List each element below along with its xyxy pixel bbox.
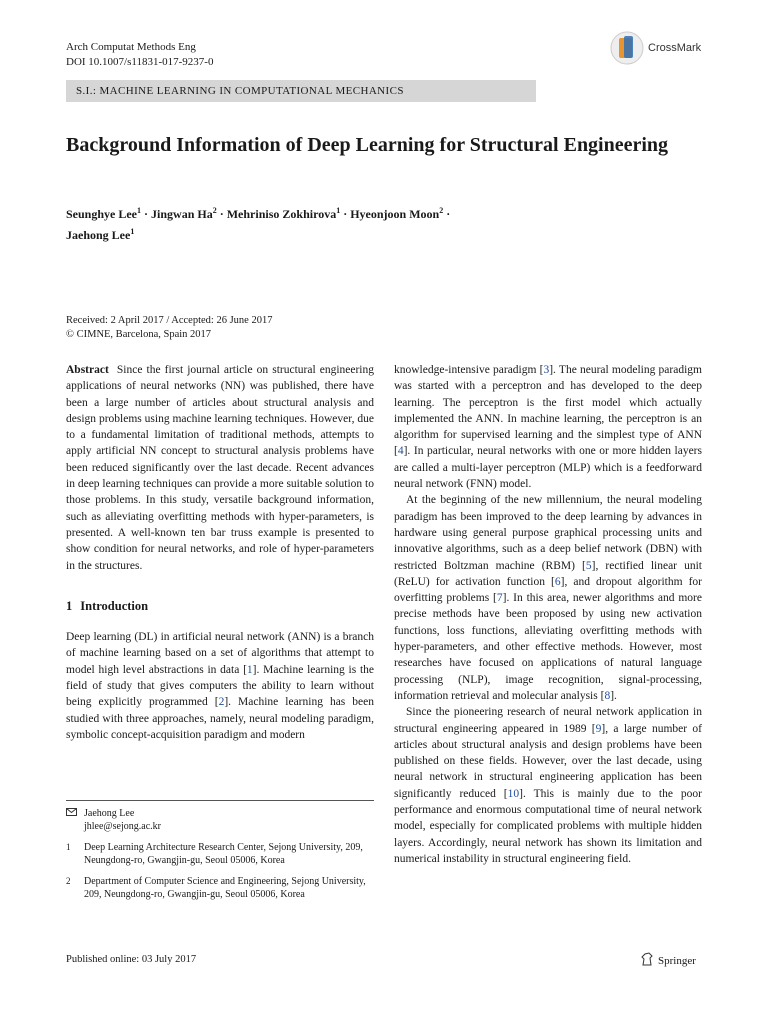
- author-name[interactable]: Mehriniso Zokhirova: [226, 207, 337, 221]
- affiliation-number: 1: [66, 842, 71, 852]
- body-text: At the beginning of the new millennium, the neural modeling paradigm has been improved to the deep learning by advances in hardware using general purpose graphical processing units and innovative algorithms, such as a deep belief network (DBN) with restricted Boltzman machine (RBM) [: [394, 494, 702, 572]
- author-separator: ·: [340, 207, 351, 221]
- intro-paragraph: [66, 629, 374, 743]
- author-name[interactable]: Jaehong Lee: [66, 228, 131, 242]
- citation-link[interactable]: 8: [604, 689, 611, 702]
- intro-paragraph-continued: [394, 362, 702, 492]
- author-name[interactable]: Seunghye Lee: [66, 207, 138, 221]
- abstract-text: Since the first journal article on structural engineering applications of neural networks (NN) was published, there have been a large number of articles about structural analysis and design problems using machine learning techniques. However, due to a fundamental limitation of traditional methods, attempts to apply artificial NN concept to structural analysis problems have been reduced significantly over the last decade. Recent advances in deep learning techniques can provide a more suitable solution to those problems. In this study, versatile background information, such as alleviating overfitting methods with hyper-parameters, is presented. A well-known ten bar truss example is presented to show condition for neural networks, and role of hyper-parameters in the structures.: [66, 364, 375, 572]
- affiliation-marker: 1: [336, 206, 341, 215]
- body-text: ].: [610, 689, 617, 702]
- footnotes: [66, 800, 374, 909]
- affiliation-marker: 1: [130, 227, 135, 236]
- citation-link[interactable]: 7: [496, 592, 503, 605]
- abstract-label: Abstract: [66, 364, 109, 376]
- body-text: ], a large number of articles about structural analysis and design problems have been published on these fields. However, over the last decade, using neural network in structural engineering application has been significantly reduced [: [394, 722, 703, 800]
- received-accepted: Received: 2 April 2017 / Accepted: 26 June 2017: [66, 315, 273, 326]
- author-name[interactable]: Jingwan Ha: [151, 207, 213, 221]
- affiliation-text: Department of Computer Science and Engineering, Sejong University, 209, Neungdong-ro, Gwangjin-gu, Seoul 05006, Korea: [84, 876, 366, 900]
- citation-link[interactable]: 2: [218, 696, 225, 709]
- citation-link[interactable]: 10: [507, 787, 520, 800]
- section-title: Introduction: [80, 598, 149, 613]
- body-text: ]. The neural modeling paradigm was started with a perceptron and has developed to the deep learning. The perceptron is the first model which actually implemented the ANN. In machine learning, the perceptron is an algorithm for supervised learning and the simplest type of ANN [: [394, 364, 702, 458]
- correspondence-note: [66, 807, 374, 833]
- affiliation-marker: 2: [212, 206, 217, 215]
- section-number: 1: [66, 598, 73, 613]
- envelope-icon: [66, 807, 84, 833]
- left-column: [66, 362, 374, 743]
- affiliation-note: [66, 841, 374, 867]
- body-text: Since the pioneering research of neural network application in structural engineering appeared in 1989 [: [394, 706, 702, 735]
- abstract: [66, 362, 374, 574]
- affiliation-marker: 2: [439, 206, 444, 215]
- crossmark-label: CrossMark: [648, 42, 702, 54]
- affiliation-marker: 1: [137, 206, 142, 215]
- right-column: [394, 362, 702, 867]
- published-online: Published online: 03 July 2017: [66, 954, 197, 965]
- body-text: ]. In particular, neural networks with one or more hidden layers are called a multi-layer perceptron (MLP) which is a feedforward neural network (FNN) model.: [394, 445, 702, 491]
- affiliation-number: 2: [66, 876, 71, 886]
- author-separator: ·: [443, 207, 451, 221]
- springer-horse-icon: [640, 952, 654, 969]
- intro-paragraph: [394, 492, 702, 704]
- body-text: Deep learning (DL) in artificial neural network (ANN) is a branch of machine learning based on a set of algorithms that attempt to model high level abstractions in data [: [66, 631, 374, 676]
- contact-name: Jaehong Lee: [84, 808, 135, 819]
- citation-link[interactable]: 5: [585, 559, 592, 572]
- crossmark-icon: [610, 31, 644, 65]
- citation-link[interactable]: 6: [554, 575, 561, 588]
- publication-history: [66, 314, 272, 342]
- affiliation-text: Deep Learning Architecture Research Center, Sejong University, 209, Neungdong-ro, Gwangjin-gu, Seoul 05006, Korea: [84, 842, 363, 866]
- author-name[interactable]: Hyeonjoon Moon: [350, 207, 440, 221]
- copyright: © CIMNE, Barcelona, Spain 2017: [66, 329, 212, 340]
- intro-paragraph: [394, 704, 702, 867]
- body-text: ]. Machine learning has been studied with three approaches, namely, neural modeling paradigm, symbolic concept-acquisition paradigm and modern: [66, 696, 374, 741]
- journal-header: [66, 40, 213, 70]
- body-text: ], and dropout algorithm for overfitting problems [: [394, 575, 702, 605]
- body-text: ]. In this area, newer algorithms and more precise methods have been proposed by using new activation functions, loss functions, alleviating overfitting methods with hyper-parameters, and other effective methods. However, most researches have focused on applications of natural language processing (NLP), image recognition, signal-processing, information retrieval and molecular analysis [: [394, 592, 702, 702]
- paper-title: Background Information of Deep Learning for Structural Engineering: [66, 134, 669, 156]
- publisher-logo: [640, 952, 696, 969]
- body-text: ], rectified linear unit (ReLU) for activation function [: [394, 559, 702, 588]
- citation-link[interactable]: 9: [595, 722, 602, 735]
- body-text: ]. This is mainly due to the poor performance and enormous computational time of neural network model, especially for complicated problems with multiple hidden layers. Accordingly, neural network has shown its limitation and numerical instability in structural engineering field.: [394, 787, 703, 865]
- journal-name: Arch Computat Methods Eng: [66, 41, 196, 53]
- citation-link[interactable]: 4: [397, 445, 404, 458]
- author-separator: ·: [141, 207, 152, 221]
- citation-link[interactable]: 3: [543, 364, 550, 376]
- body-text: ]. Machine learning is the field of study that gives computers the ability to learn without being explicitly programmed [: [66, 663, 374, 709]
- author-list: [66, 202, 496, 244]
- affiliation-note: [66, 875, 374, 901]
- doi[interactable]: DOI 10.1007/s11831-017-9237-0: [66, 56, 214, 68]
- crossmark-badge[interactable]: [610, 31, 701, 65]
- contact-email[interactable]: jhlee@sejong.ac.kr: [84, 821, 161, 832]
- section-heading: [66, 598, 374, 614]
- citation-link[interactable]: 1: [246, 663, 253, 676]
- publisher-name: Springer: [658, 954, 696, 967]
- body-text: knowledge-intensive paradigm [: [394, 364, 544, 376]
- author-separator: ·: [216, 207, 227, 221]
- special-issue-band: S.I.: MACHINE LEARNING IN COMPUTATIONAL MECHANICS: [66, 80, 536, 102]
